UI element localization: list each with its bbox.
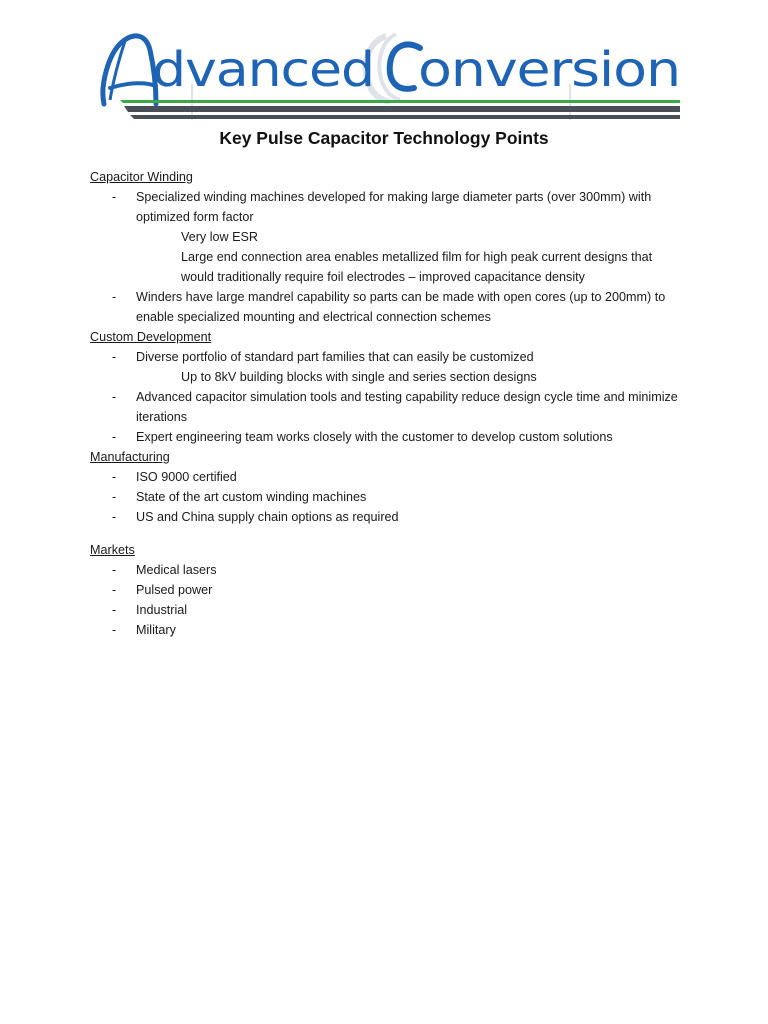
bullet-text: State of the art custom winding machines (136, 490, 367, 504)
bullet-dash: - (112, 510, 117, 524)
bullet-dash: - (112, 290, 117, 304)
bullet-item (90, 620, 680, 640)
section-heading: Markets (90, 543, 135, 557)
bullet-dash: - (112, 603, 117, 617)
bullet-dash: - (112, 190, 117, 204)
bullet-dash: - (112, 623, 117, 637)
sub-item: Large end connection area enables metallized film for high peak current designs that would traditionally require foil electrodes – improved capacitance density (181, 250, 653, 284)
bullet-item (90, 600, 680, 620)
bullet-item (90, 347, 680, 367)
section-heading: Manufacturing (90, 450, 170, 464)
bullet-text: Expert engineering team works closely with the customer to develop custom solutions (136, 430, 613, 444)
bullet-dash: - (112, 430, 117, 444)
bullet-item (90, 187, 680, 227)
bullet-dash: - (112, 350, 117, 364)
bullet-dash: - (112, 583, 117, 597)
bullet-dash: - (112, 490, 117, 504)
bullet-text: Industrial (136, 603, 188, 617)
section-heading: Custom Development (90, 330, 212, 344)
bullet-text: Winders have large mandrel capability so parts can be made with open cores (up to 200mm) to enable specialized mounting and electrical connection schemes (136, 290, 666, 324)
section-spacer (90, 527, 680, 540)
logo-text-onversion: onversion (418, 42, 680, 98)
bullet-item (90, 427, 680, 447)
sub-item: Up to 8kV building blocks with single and series section designs (181, 370, 537, 384)
bullet-item (90, 560, 680, 580)
bullet-text: Military (136, 623, 176, 637)
advanced-conversion-logo-graphic (100, 28, 684, 123)
bullet-text: Advanced capacitor simulation tools and testing capability reduce design cycle time and minimize iterations (136, 390, 678, 424)
bullet-dash: - (112, 470, 117, 484)
bullet-text: ISO 9000 certified (136, 470, 237, 484)
bullet-text: Pulsed power (136, 583, 213, 597)
bullet-item (90, 507, 680, 527)
bullet-item (90, 387, 680, 427)
bullet-item (90, 580, 680, 600)
bullet-text: US and China supply chain options as required (136, 510, 399, 524)
company-logo (100, 28, 684, 123)
document-body (90, 167, 680, 640)
bullet-dash: - (112, 563, 117, 577)
bullet-item (90, 287, 680, 327)
bullet-item (90, 467, 680, 487)
bullet-item (90, 487, 680, 507)
logo-text-dvanced: dvanced (152, 42, 374, 98)
bullet-text: Medical lasers (136, 563, 217, 577)
section-heading: Capacitor Winding (90, 170, 193, 184)
sub-item: Very low ESR (181, 230, 258, 244)
bullet-text: Diverse portfolio of standard part families that can easily be customized (136, 350, 534, 364)
bullet-dash: - (112, 390, 117, 404)
bullet-text: Specialized winding machines developed for making large diameter parts (over 300mm) with optimized form factor (136, 190, 652, 224)
page-title: Key Pulse Capacitor Technology Points (219, 128, 549, 148)
